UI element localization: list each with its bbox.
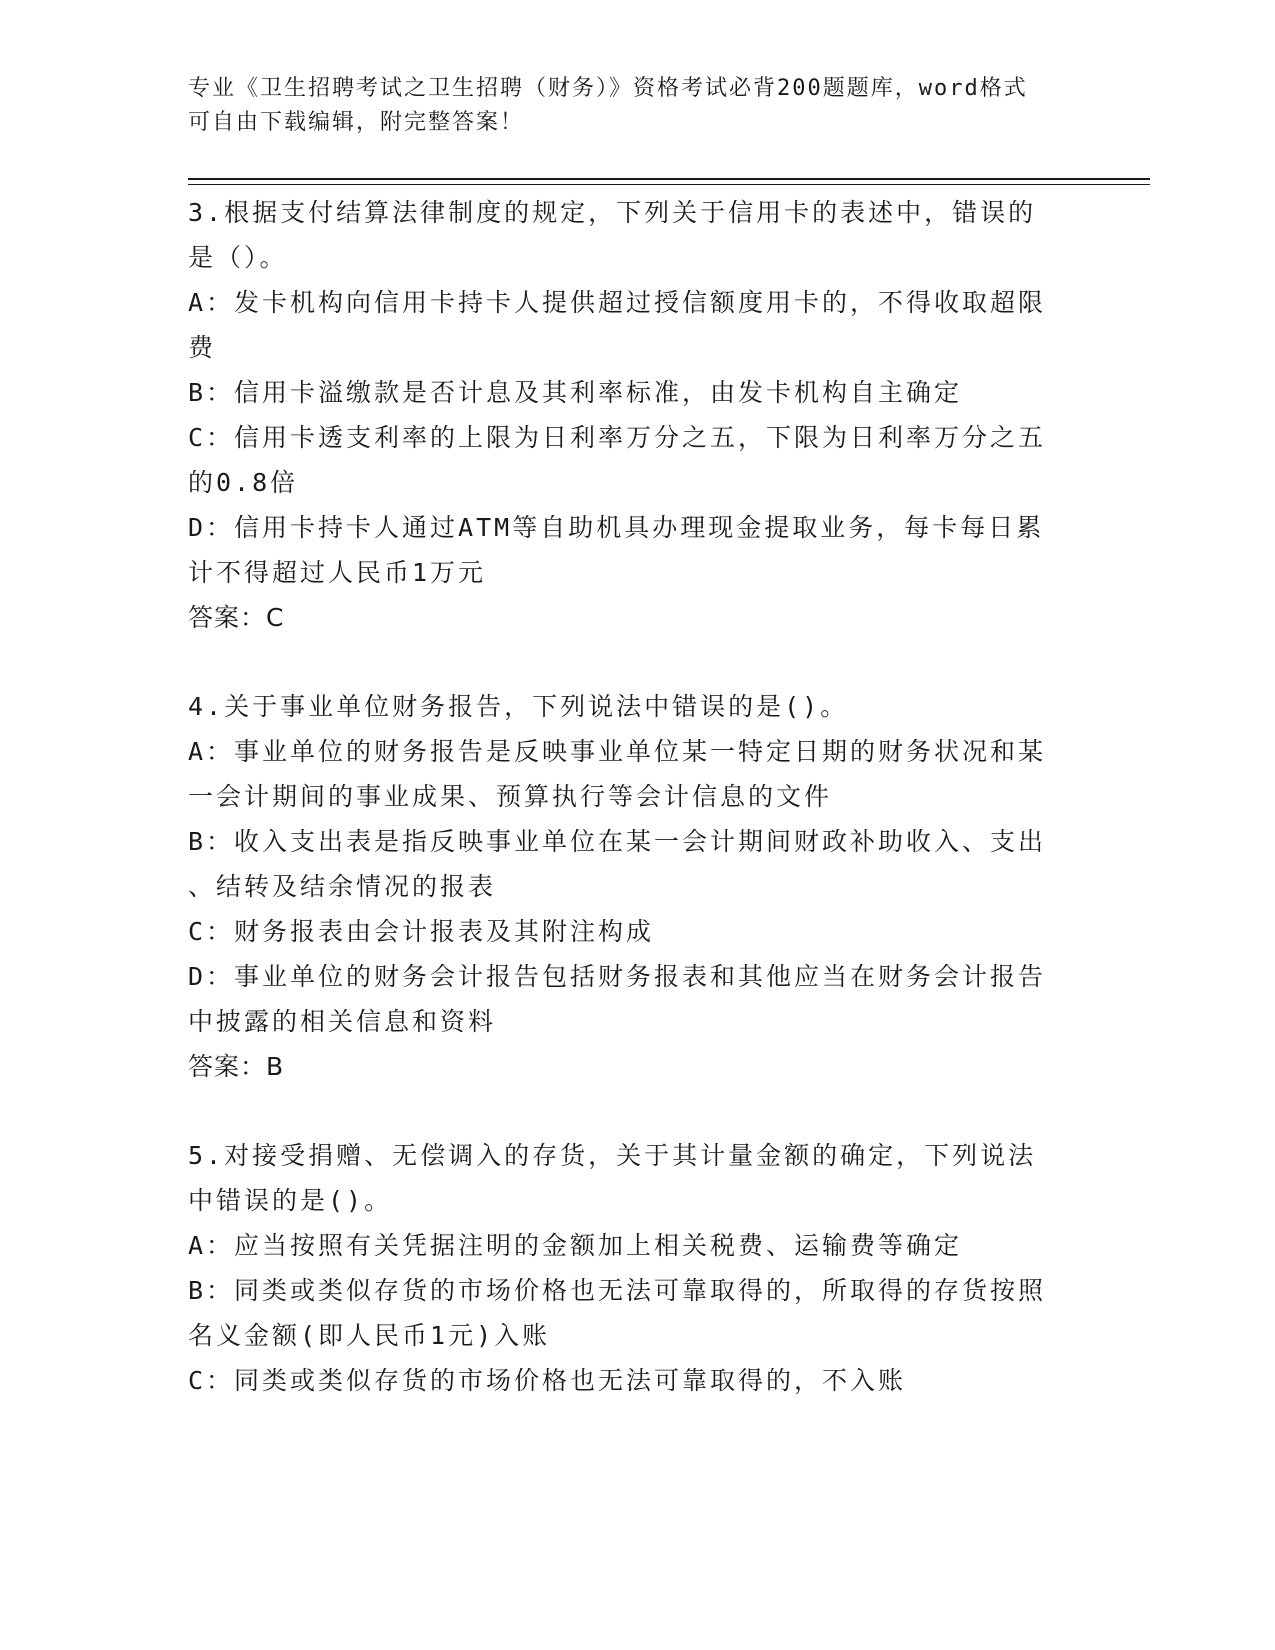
option-d: D：事业单位的财务会计报告包括财务报表和其他应当在财务会计报告 xyxy=(188,962,1047,991)
option-b: B：信用卡溢缴款是否计息及其利率标准，由发卡机构自主确定 xyxy=(188,378,963,407)
header-divider xyxy=(188,178,1150,180)
option-c: C：财务报表由会计报表及其附注构成 xyxy=(188,917,655,946)
option-d: D：信用卡持卡人通过ATM等自助机具办理现金提取业务，每卡每日累 xyxy=(188,513,1045,542)
question-5 xyxy=(188,1133,1068,1403)
header-divider-thin xyxy=(188,184,1150,185)
question-stem: 3.根据支付结算法律制度的规定，下列关于信用卡的表述中，错误的 xyxy=(188,198,1037,227)
option-b: 、结转及结余情况的报表 xyxy=(188,872,497,901)
question-list xyxy=(188,190,1068,1447)
header-line: 专业《卫生招聘考试之卫生招聘（财务）》资格考试必背200题题库，word格式 xyxy=(188,76,1028,101)
question-stem: 是（）。 xyxy=(188,243,288,272)
document-header xyxy=(188,72,1068,140)
question-3 xyxy=(188,190,1068,640)
option-b: B：收入支出表是指反映事业单位在某一会计期间财政补助收入、支出 xyxy=(188,827,1047,856)
option-b: 名义金额(即人民币1元)入账 xyxy=(188,1321,551,1350)
option-a: A：发卡机构向信用卡持卡人提供超过授信额度用卡的，不得收取超限 xyxy=(188,288,1047,317)
option-a: 费 xyxy=(188,333,217,362)
question-4 xyxy=(188,684,1068,1089)
answer-label: 答案：C xyxy=(188,603,285,632)
option-c: C：同类或类似存货的市场价格也无法可靠取得的，不入账 xyxy=(188,1366,907,1395)
option-c: C：信用卡透支利率的上限为日利率万分之五，下限为日利率万分之五 xyxy=(188,423,1047,452)
header-line: 可自由下载编辑，附完整答案！ xyxy=(188,110,525,135)
option-c: 的0.8倍 xyxy=(188,468,299,497)
option-d: 中披露的相关信息和资料 xyxy=(188,1007,497,1036)
option-a: 一会计期间的事业成果、预算执行等会计信息的文件 xyxy=(188,782,833,811)
option-a: A：应当按照有关凭据注明的金额加上相关税费、运输费等确定 xyxy=(188,1231,963,1260)
question-stem: 5.对接受捐赠、无偿调入的存货，关于其计量金额的确定，下列说法 xyxy=(188,1141,1037,1170)
option-d: 计不得超过人民币1万元 xyxy=(188,558,487,587)
option-a: A：事业单位的财务报告是反映事业单位某一特定日期的财务状况和某 xyxy=(188,737,1047,766)
answer-label: 答案：B xyxy=(188,1052,285,1081)
option-b: B：同类或类似存货的市场价格也无法可靠取得的，所取得的存货按照 xyxy=(188,1276,1047,1305)
question-stem: 4.关于事业单位财务报告，下列说法中错误的是()。 xyxy=(188,692,849,721)
question-stem: 中错误的是()。 xyxy=(188,1186,393,1215)
